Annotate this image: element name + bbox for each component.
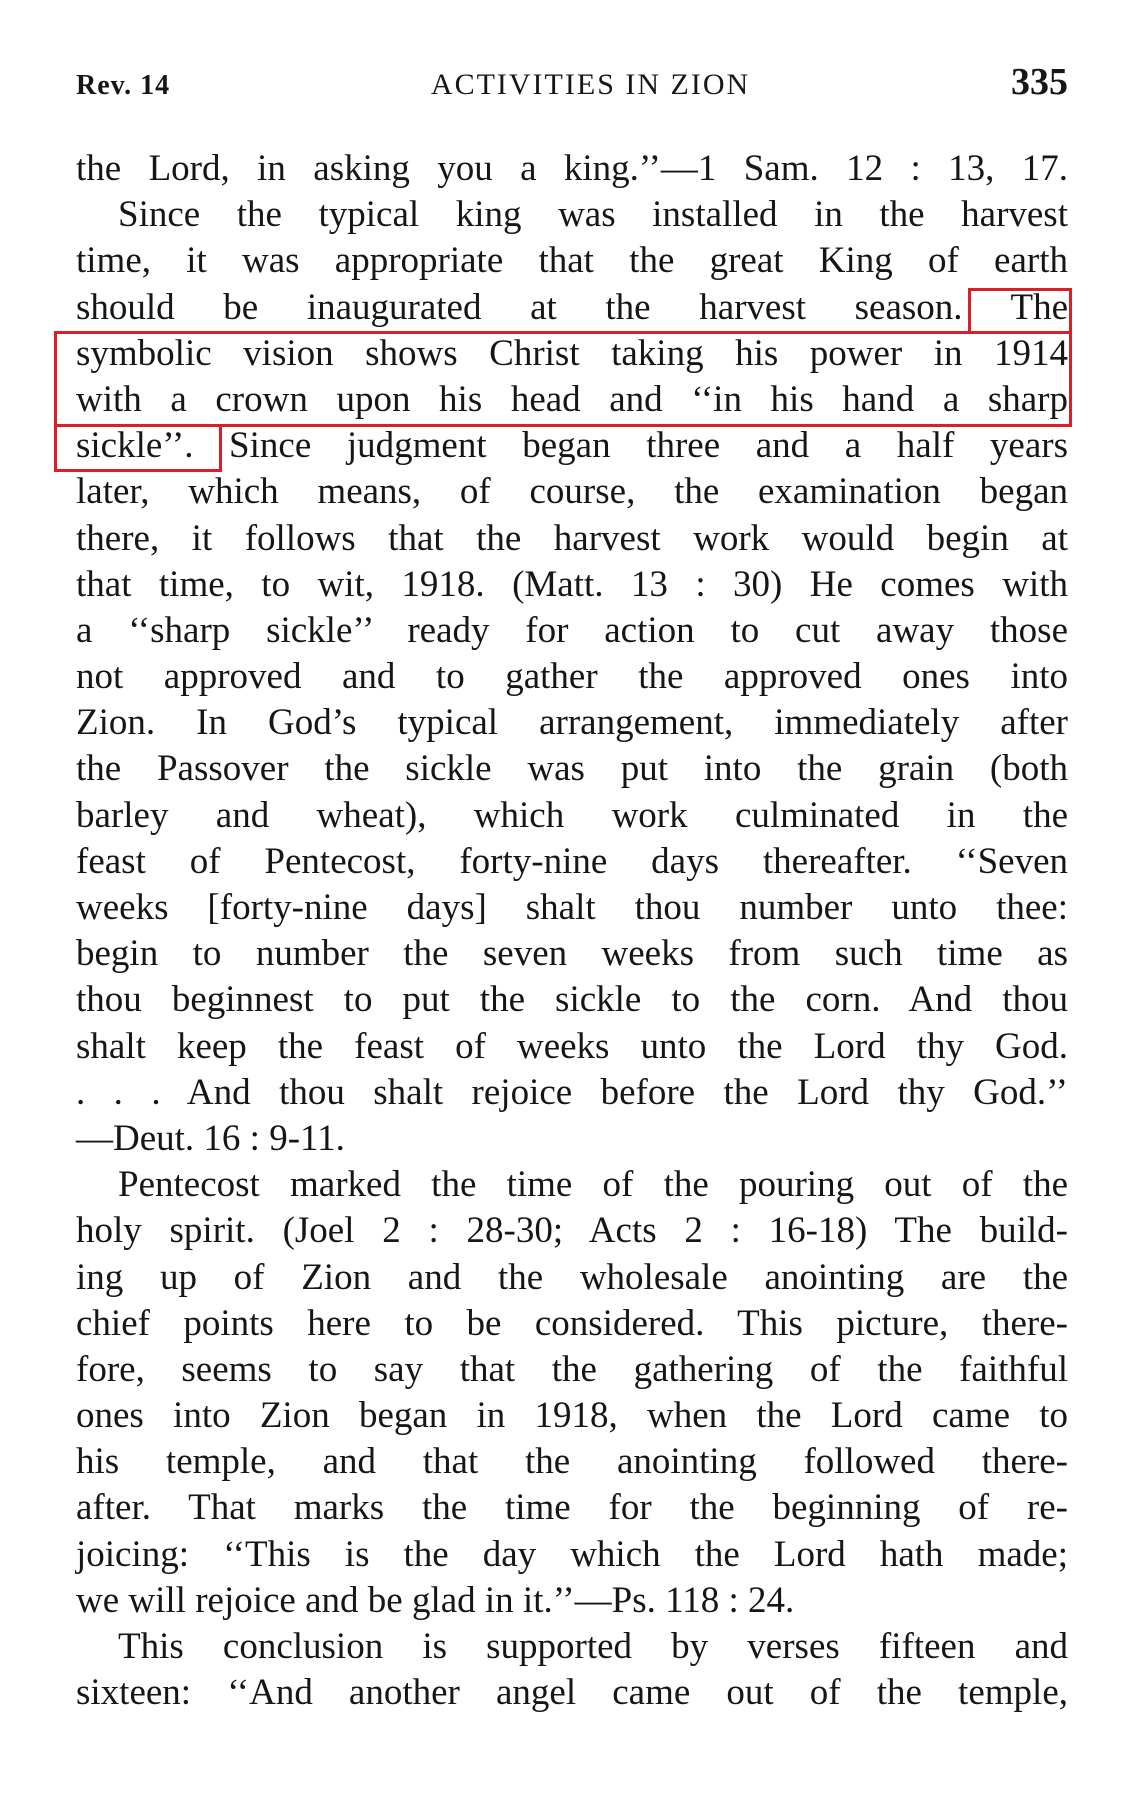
text-line: should be inaugurated at the harvest season. The: [76, 286, 1068, 328]
body-text: [76, 146, 1068, 1716]
text-line: begin to number the seven weeks from such time as: [76, 933, 1068, 975]
running-head: [76, 60, 1068, 116]
text-line: we will rejoice and be glad in it.’’—Ps. 118 : 24.: [76, 1579, 795, 1621]
text-line: holy spirit. (Joel 2 : 28-30; Acts 2 : 16-18) The build-: [76, 1210, 1068, 1252]
text-line: with a crown upon his head and ‘‘in his hand a sharp: [76, 378, 1068, 420]
text-line: barley and wheat), which work culminated in the: [76, 794, 1068, 836]
text-line: after. That marks the time for the beginning of re-: [76, 1487, 1068, 1529]
book-page: [76, 60, 1068, 1716]
page-number: 335: [1010, 61, 1068, 103]
text-line: that time, to wit, 1918. (Matt. 13 : 30) He comes with: [76, 563, 1068, 605]
text-line: not approved and to gather the approved ones into: [76, 656, 1068, 698]
text-line: the Lord, in asking you a king.’’—1 Sam. 12 : 13, 17.: [76, 148, 1068, 189]
text-line: . . . And thou shalt rejoice before the Lord thy God.’’: [76, 1071, 1068, 1113]
text-line: chief points here to be considered. This picture, there-: [76, 1302, 1068, 1344]
text-line: time, it was appropriate that the great King of earth: [76, 240, 1068, 282]
text-line: his temple, and that the anointing followed there-: [76, 1441, 1068, 1483]
text-line: sickle’’. Since judgment began three and a half years: [76, 425, 1068, 467]
text-line: a ‘‘sharp sickle’’ ready for action to cut away those: [76, 609, 1068, 651]
text-line: Since the typical king was installed in the harvest: [118, 194, 1068, 236]
text-line: joicing: ‘‘This is the day which the Lord hath made;: [76, 1533, 1068, 1575]
text-line: Zion. In God’s typical arrangement, immediately after: [76, 702, 1068, 744]
text-line: sixteen: ‘‘And another angel came out of the temple,: [76, 1672, 1068, 1714]
text-line: This conclusion is supported by verses fifteen and: [118, 1626, 1068, 1667]
text-line: ing up of Zion and the wholesale anointing are the: [76, 1256, 1068, 1298]
text-line: there, it follows that the harvest work would begin at: [76, 517, 1068, 559]
text-line: the Passover the sickle was put into the grain (both: [76, 748, 1068, 790]
text-line: —Deut. 16 : 9-11.: [76, 1117, 345, 1159]
running-title: ACTIVITIES IN ZION: [430, 68, 751, 101]
text-line: weeks [forty-nine days] shalt thou number unto thee:: [76, 887, 1068, 928]
text-line: symbolic vision shows Christ taking his power in 1914: [76, 332, 1068, 374]
text-line: fore, seems to say that the gathering of the faithful: [76, 1348, 1068, 1390]
text-line: thou beginnest to put the sickle to the corn. And thou: [76, 979, 1068, 1021]
text-line: later, which means, of course, the examination began: [76, 471, 1068, 513]
text-line: feast of Pentecost, forty-nine days thereafter. ‘‘Seven: [76, 840, 1068, 882]
text-line: Pentecost marked the time of the pouring out of the: [118, 1164, 1068, 1206]
chapter-reference: Rev. 14: [76, 70, 171, 101]
text-line: shalt keep the feast of weeks unto the Lord thy God.: [76, 1025, 1068, 1067]
text-line: ones into Zion began in 1918, when the Lord came to: [76, 1395, 1068, 1437]
